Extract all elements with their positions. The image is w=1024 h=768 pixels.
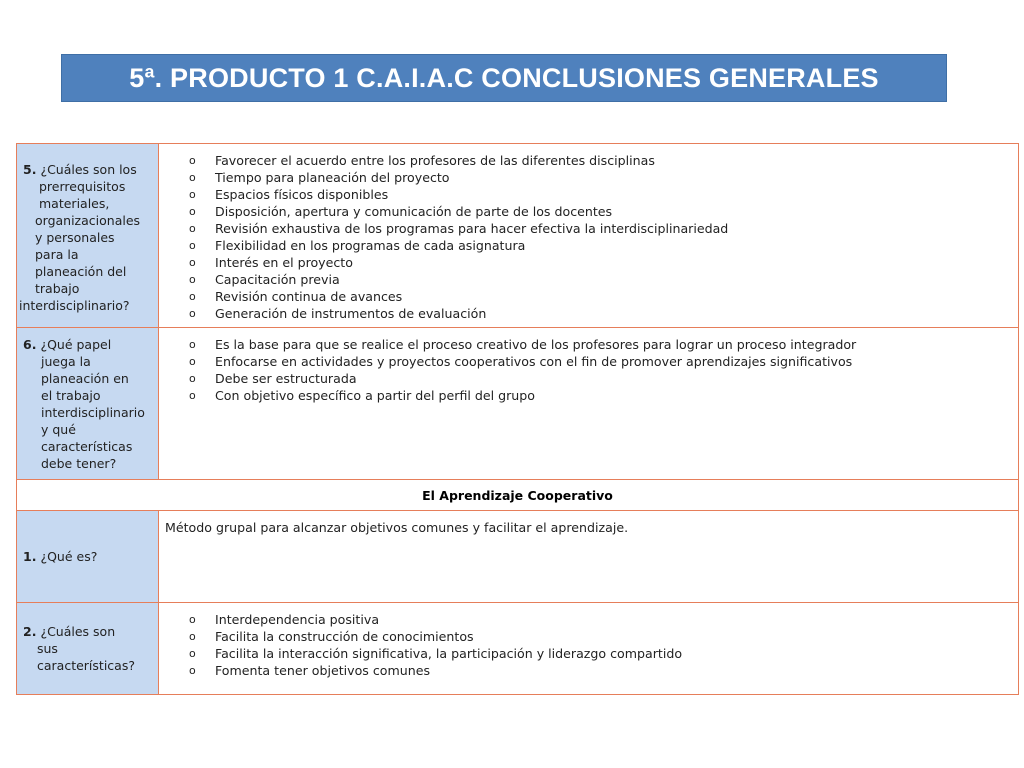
- section-title: El Aprendizaje Cooperativo: [17, 480, 1019, 511]
- question-number: 2.: [23, 624, 37, 639]
- list-item: o Tiempo para planeación del proyecto: [189, 170, 450, 185]
- bullet-icon: o: [189, 239, 196, 252]
- question-line: interdisciplinario: [41, 405, 145, 420]
- question-cell-5: [17, 144, 159, 328]
- answer-list-6: [159, 328, 1018, 404]
- question-line: prerrequisitos: [39, 179, 126, 194]
- bullet-icon: o: [189, 205, 196, 218]
- list-item: o Con objetivo específico a partir del perfil del grupo: [189, 388, 535, 403]
- question-line: organizacionales: [35, 213, 141, 228]
- bullet-icon: o: [189, 613, 196, 626]
- bullet-icon: o: [189, 222, 196, 235]
- question-line: y qué: [41, 422, 76, 437]
- question-line: planeación en: [41, 371, 129, 386]
- table-row-q6: [17, 328, 1019, 480]
- bullet-icon: o: [189, 290, 196, 303]
- bullet-icon: o: [189, 307, 196, 320]
- section-header-row: [17, 480, 1019, 511]
- bullet-icon: o: [189, 171, 196, 184]
- list-item: o Capacitación previa: [189, 272, 340, 287]
- list-item: o Flexibilidad en los programas de cada asignatura: [189, 238, 526, 253]
- question-text-5: [19, 144, 154, 314]
- question-line: juega la: [41, 354, 91, 369]
- list-item: o Fomenta tener objetivos comunes: [189, 663, 431, 678]
- list-item: o Revisión continua de avances: [189, 289, 403, 304]
- question-text-6: [23, 328, 154, 472]
- bullet-icon: o: [189, 389, 196, 402]
- list-item: o Espacios físicos disponibles: [189, 187, 389, 202]
- list-item: o Interés en el proyecto: [189, 255, 353, 270]
- question-line: para la: [35, 247, 79, 262]
- question-line: ¿Qué es?: [40, 549, 98, 564]
- list-item: o Interdependencia positiva: [189, 612, 380, 627]
- question-cell-1: [17, 511, 159, 603]
- bullet-icon: o: [189, 630, 196, 643]
- conclusions-table: [16, 143, 1019, 695]
- question-number: 1.: [23, 549, 37, 564]
- bullet-icon: o: [189, 154, 196, 167]
- list-item: o Favorecer el acuerdo entre los profesores de las diferentes disciplinas: [189, 153, 655, 168]
- list-item: o Facilita la interacción significativa, la participación y liderazgo compartido: [189, 646, 683, 661]
- table-row-q1: [17, 511, 1019, 603]
- list-item: o Revisión exhaustiva de los programas para hacer efectiva la interdisciplinariedad: [189, 221, 729, 236]
- answer-cell-5: [159, 144, 1019, 328]
- question-cell-2: [17, 603, 159, 695]
- answer-cell-2: [159, 603, 1019, 695]
- question-line: y personales: [35, 230, 115, 245]
- table-row-q2: [17, 603, 1019, 695]
- question-line: ¿Cuáles son los: [40, 162, 137, 177]
- page-title: 5ª. PRODUCTO 1 C.A.I.A.C CONCLUSIONES GENERALES: [61, 54, 947, 102]
- question-line: sus: [37, 641, 58, 656]
- conclusions-table-container: [16, 143, 1019, 695]
- question-line: materiales,: [39, 196, 110, 211]
- question-line: ¿Qué papel: [40, 337, 112, 352]
- question-line: características: [41, 439, 133, 454]
- question-number: 6.: [23, 337, 37, 352]
- list-item: o Enfocarse en actividades y proyectos cooperativos con el fin de promover aprendizajes significativos: [189, 354, 853, 369]
- question-line: interdisciplinario?: [19, 298, 130, 313]
- bullet-icon: o: [189, 188, 196, 201]
- list-item: o Disposición, apertura y comunicación de parte de los docentes: [189, 204, 613, 219]
- question-cell-6: [17, 328, 159, 480]
- list-item: o Facilita la construcción de conocimientos: [189, 629, 474, 644]
- bullet-icon: o: [189, 256, 196, 269]
- question-line: planeación del: [35, 264, 127, 279]
- answer-list-2: [159, 603, 1018, 679]
- bullet-icon: o: [189, 273, 196, 286]
- bullet-icon: o: [189, 664, 196, 677]
- bullet-icon: o: [189, 338, 196, 351]
- question-line: trabajo: [35, 281, 80, 296]
- table-row-q5: [17, 144, 1019, 328]
- list-item: o Es la base para que se realice el proceso creativo de los profesores para lograr un proceso integrador: [189, 337, 857, 352]
- question-line: ¿Cuáles son: [40, 624, 116, 639]
- bullet-icon: o: [189, 647, 196, 660]
- question-text-1: [23, 548, 154, 565]
- answer-cell-6: [159, 328, 1019, 480]
- answer-list-5: [159, 144, 1018, 322]
- question-text-2: [23, 603, 154, 674]
- question-line: el trabajo: [41, 388, 101, 403]
- answer-cell-1: [159, 511, 1019, 603]
- question-line: debe tener?: [41, 456, 117, 471]
- list-item: o Debe ser estructurada: [189, 371, 357, 386]
- bullet-icon: o: [189, 355, 196, 368]
- question-number: 5.: [23, 162, 37, 177]
- question-line: características?: [37, 658, 135, 673]
- list-item: o Generación de instrumentos de evaluación: [189, 306, 487, 321]
- answer-text-1: Método grupal para alcanzar objetivos comunes y facilitar el aprendizaje.: [165, 520, 629, 535]
- bullet-icon: o: [189, 372, 196, 385]
